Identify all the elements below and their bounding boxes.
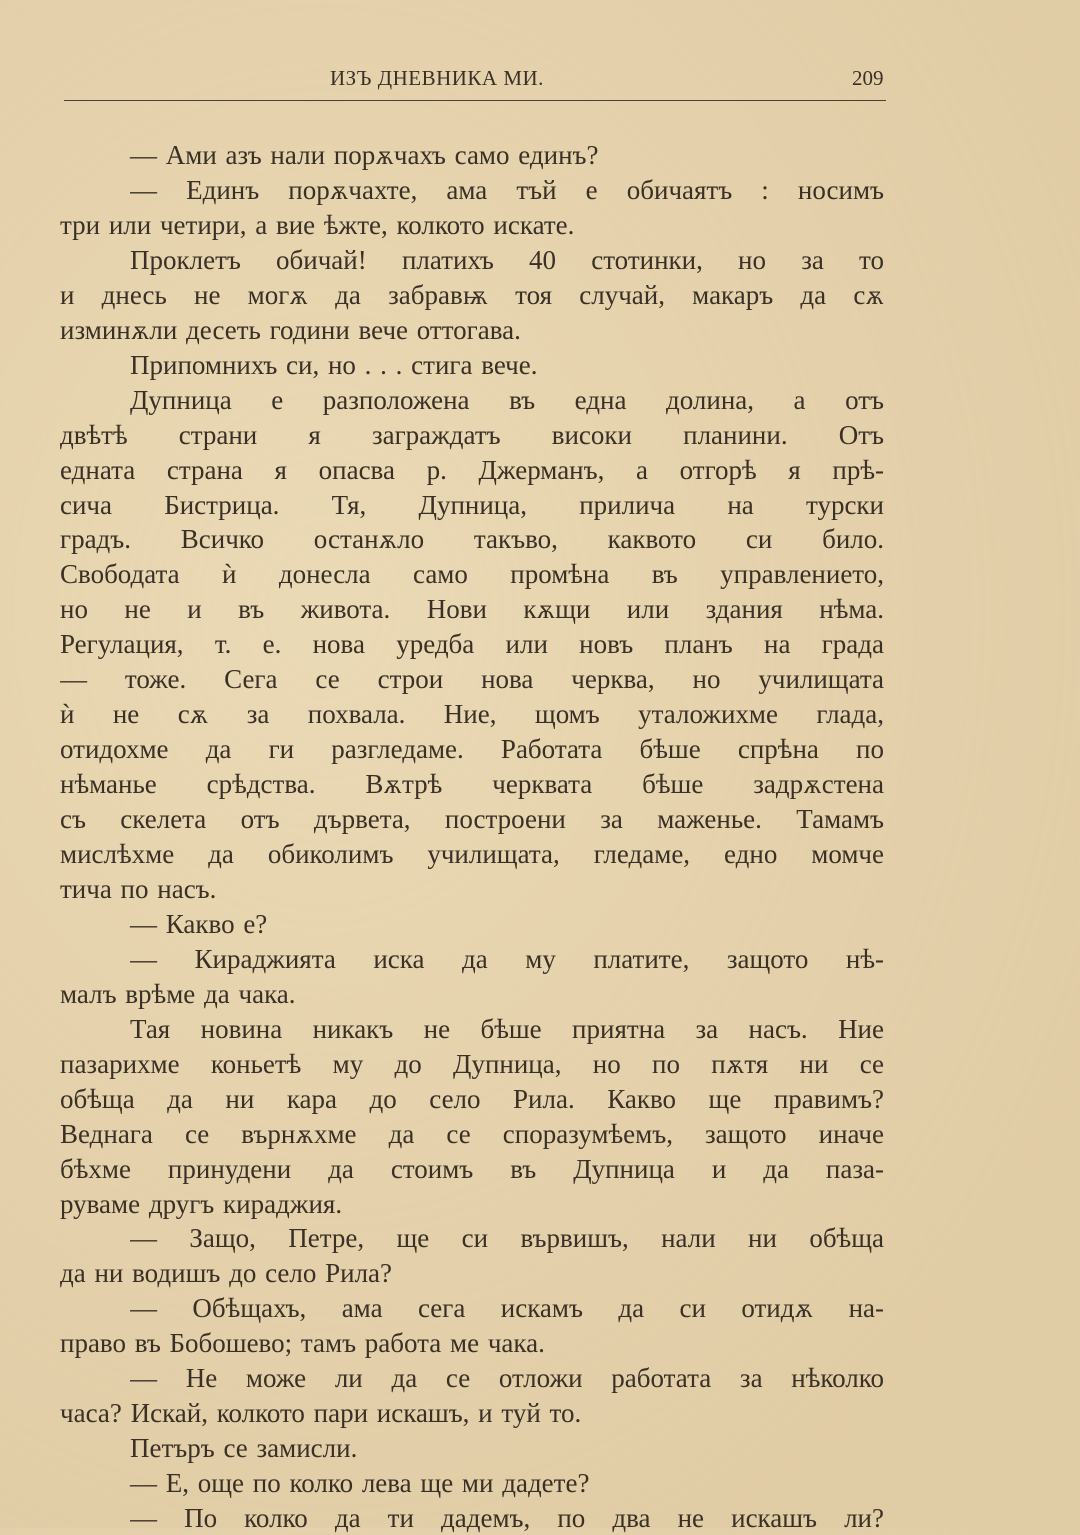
- text-line: Припомнихъ си, но . . . стига вече.: [130, 349, 538, 380]
- text-line: — Обѣщахъ, ама сега искамъ да си отидѫ на-: [130, 1293, 884, 1324]
- text-line: и днесь не могѫ да забравѭ тоя случай, макаръ да сѫ: [60, 279, 884, 310]
- running-head: ИЗЪ ДНЕВНИКА МИ.: [330, 66, 544, 90]
- text-line: — Ами азъ нали порѫчахъ само единъ?: [130, 140, 599, 170]
- text-line: Веднага се върнѫхме да се споразумѣемъ, защото иначе: [60, 1118, 884, 1149]
- text-line: градъ. Всичко останѫло такъво, каквото си било.: [60, 524, 884, 555]
- text-line: тича по насъ.: [60, 873, 217, 904]
- text-line: обѣща да ни кара до село Рила. Какво ще правимъ?: [60, 1083, 884, 1114]
- text-line: Петъръ се замисли.: [130, 1433, 358, 1464]
- text-line: да ни водишъ до село Рила?: [60, 1258, 393, 1289]
- text-line: — Какво е?: [130, 908, 268, 939]
- text-line: — Защо, Петре, ще си вървишъ, нали ни обѣща: [130, 1223, 884, 1254]
- text-line: бѣхме принудени да стоимъ въ Дупница и да паза-: [60, 1153, 884, 1184]
- text-line: — Е, още по колко лева ще ми дадете?: [130, 1468, 590, 1499]
- text-line: но не и въ живота. Нови кѫщи или здания нѣма.: [60, 594, 884, 625]
- text-line: съ скелета отъ дървета, построени за маженье. Тамамъ: [60, 804, 884, 835]
- text-line: Тая новина никакъ не бѣше приятна за насъ. Ние: [130, 1013, 884, 1044]
- text-line: часа? Искай, колкото пари искашъ, и туй то.: [60, 1398, 582, 1429]
- text-line: малъ врѣме да чака.: [60, 978, 296, 1009]
- text-line: едната страна я опасва р. Джерманъ, а отгорѣ я прѣ-: [60, 454, 884, 485]
- text-line: отидохме да ги разгледаме. Работата бѣше спрѣна по: [60, 734, 884, 765]
- text-line: Свободата ѝ донесла само промѣна въ управлението,: [60, 559, 884, 590]
- text-line: Дупница е разположена въ една долина, а отъ: [130, 384, 884, 415]
- text-line: три или четири, а вие ѣжте, колкото искате.: [60, 209, 575, 240]
- text-line: — Кираджията иска да му платите, защото нѣ-: [130, 943, 884, 974]
- text-line: сича Бистрица. Тя, Дупница, прилича на турски: [60, 489, 884, 520]
- text-line: — Не може ли да се отложи работата за нѣколко: [130, 1363, 884, 1394]
- text-line: нѣманье срѣдства. Вѫтрѣ черквата бѣше задрѫстена: [60, 769, 884, 800]
- text-line: Регулация, т. е. нова уредба или новъ планъ на града: [60, 629, 884, 660]
- text-line: мислѣхме да обиколимъ училищата, гледаме, едно момче: [60, 839, 884, 869]
- page-number: 209: [852, 66, 884, 90]
- header-rule: [64, 100, 886, 101]
- text-line: руваме другъ кираджия.: [60, 1188, 343, 1219]
- text-line: — тоже. Сега се строи нова черква, но училищата: [60, 664, 884, 695]
- text-line: Проклетъ обичай! платихъ 40 стотинки, но за то: [130, 244, 884, 275]
- text-line: ѝ не сѫ за похвала. Ние, щомъ уталожихме глада,: [60, 699, 884, 730]
- text-line: — По колко да ти дадемъ, по два не искашъ ли?: [130, 1503, 884, 1534]
- text-line: пазарихме коньетѣ му до Дупница, но по пѫтя ни се: [60, 1048, 884, 1079]
- text-line: — Единъ порѫчахте, ама тъй е обичаятъ : носимъ: [130, 174, 884, 205]
- text-line: двѣтѣ страни я заграждатъ високи планини. Отъ: [60, 419, 884, 450]
- text-line: право въ Бобошево; тамъ работа ме чака.: [60, 1328, 545, 1359]
- text-line: изминѫли десеть години вече оттогава.: [60, 314, 521, 345]
